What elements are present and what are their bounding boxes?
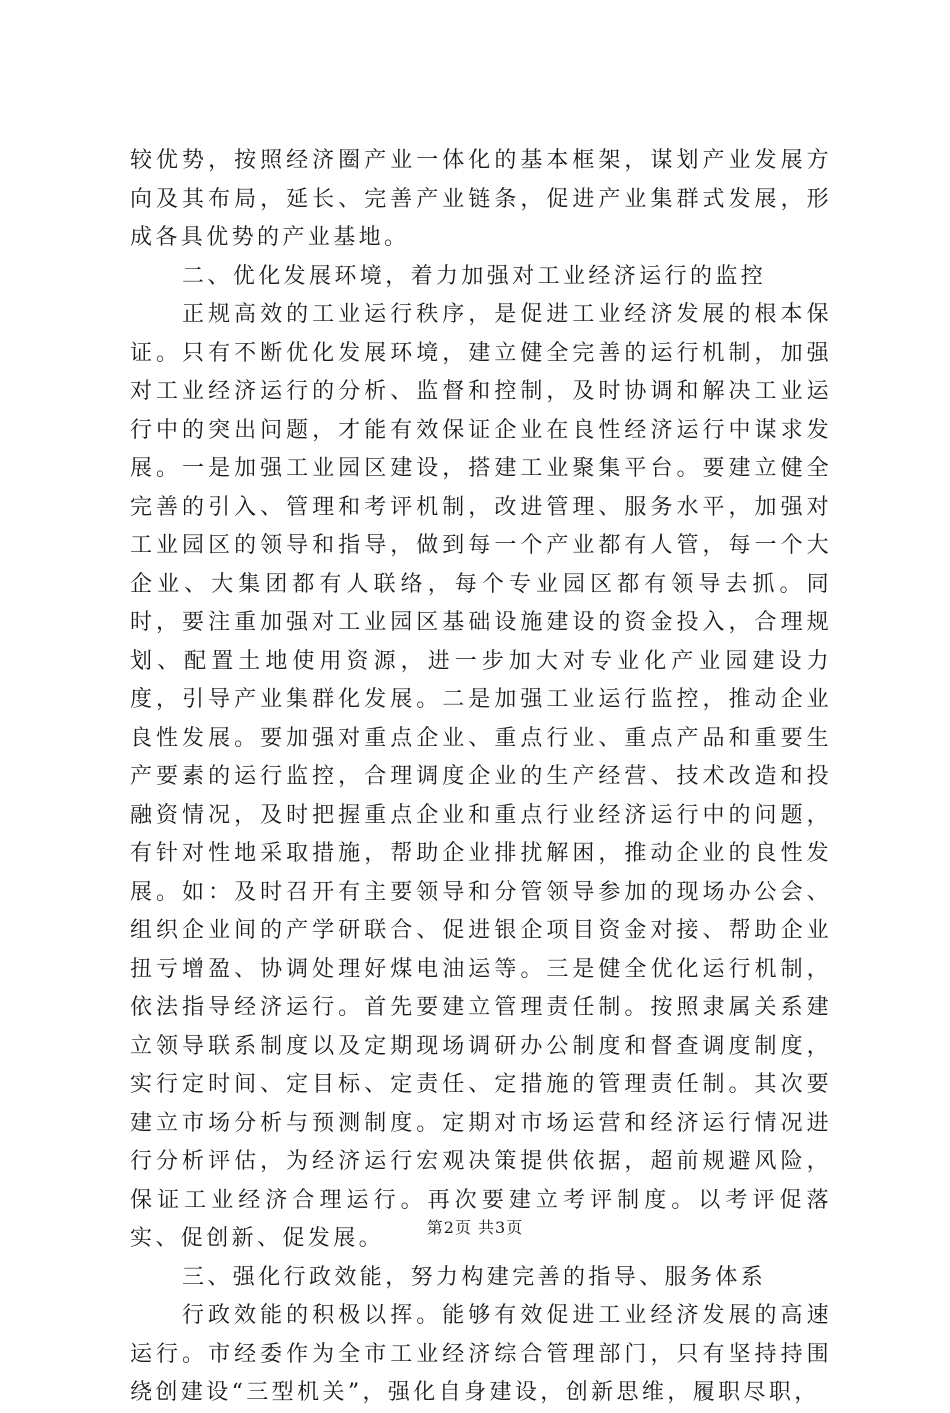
paragraph-section-3-body: 行政效能的积极以挥。能够有效促进工业经济发展的高速运行。市经委作为全市工业经济综合管理部门，只有坚持持围绕创建设“三型机关”，强化自身建设，创新思维，履职尽职， bbox=[130, 1303, 832, 1405]
page-number-footer: 第2页 共3页 bbox=[426, 1218, 524, 1237]
section-heading-2: 二、优化发展环境，着力加强对工业经济运行的监控 bbox=[182, 263, 767, 289]
paragraph-continuation: 较优势，按照经济圈产业一体化的基本框架，谋划产业发展方向及其布局，延长、完善产业链条，促进产业集群式发展，形成各具优势的产业基地。 bbox=[130, 148, 832, 250]
section-heading-3: 三、强化行政效能，努力构建完善的指导、服务体系 bbox=[182, 1264, 767, 1290]
paragraph-section-2-body: 正规高效的工业运行秩序，是促进工业经济发展的根本保证。只有不断优化发展环境，建立健全完善的运行机制，加强对工业经济运行的分析、监督和控制，及时协调和解决工业运行中的突出问题，才能有效保证企业在良性经济运行中谋求发展。一是加强工业园区建设，搭建工业聚集平台。要建立健全完善的引入、管理和考评机制，改进管理、服务水平，加强对工业园区的领导和指导，做到每一个产业都有人管，每一个大企业、大集团都有人联络，每个专业园区都有领导去抓。同时，要注重加强对工业园区基础设施建设的资金投入，合理规划、配置土地使用资源，进一步加大对专业化产业园建设力度，引导产业集群化发展。二是加强工业运行监控，推动企业良性发展。要加强对重点企业、重点行业、重点产品和重要生产要素的运行监控，合理调度企业的生产经营、技术改造和投融资情况，及时把握重点企业和重点行业经济运行中的问题，有针对性地采取措施，帮助企业排扰解困，推动企业的良性发展。如：及时召开有主要领导和分管领导参加的现场办公会、组织企业间的产学研联合、促进银企项目资金对接、帮助企业扭亏增盈、协调处理好煤电油运等。三是健全优化运行机制，依法指导经济运行。首先要建立管理责任制。按照隶属关系建立领导联系制度以及定期现场调研办公制度和督查调度制度，实行定时间、定目标、定责任、定措施的管理责任制。其次要建立市场分析与预测制度。定期对市场运营和经济运行情况进行分析评估，为经济运行宏观决策提供依据，超前规避风险，保证工业经济合理运行。再次要建立考评制度。以考评促落实、促创新、促发展。 bbox=[130, 302, 832, 1251]
